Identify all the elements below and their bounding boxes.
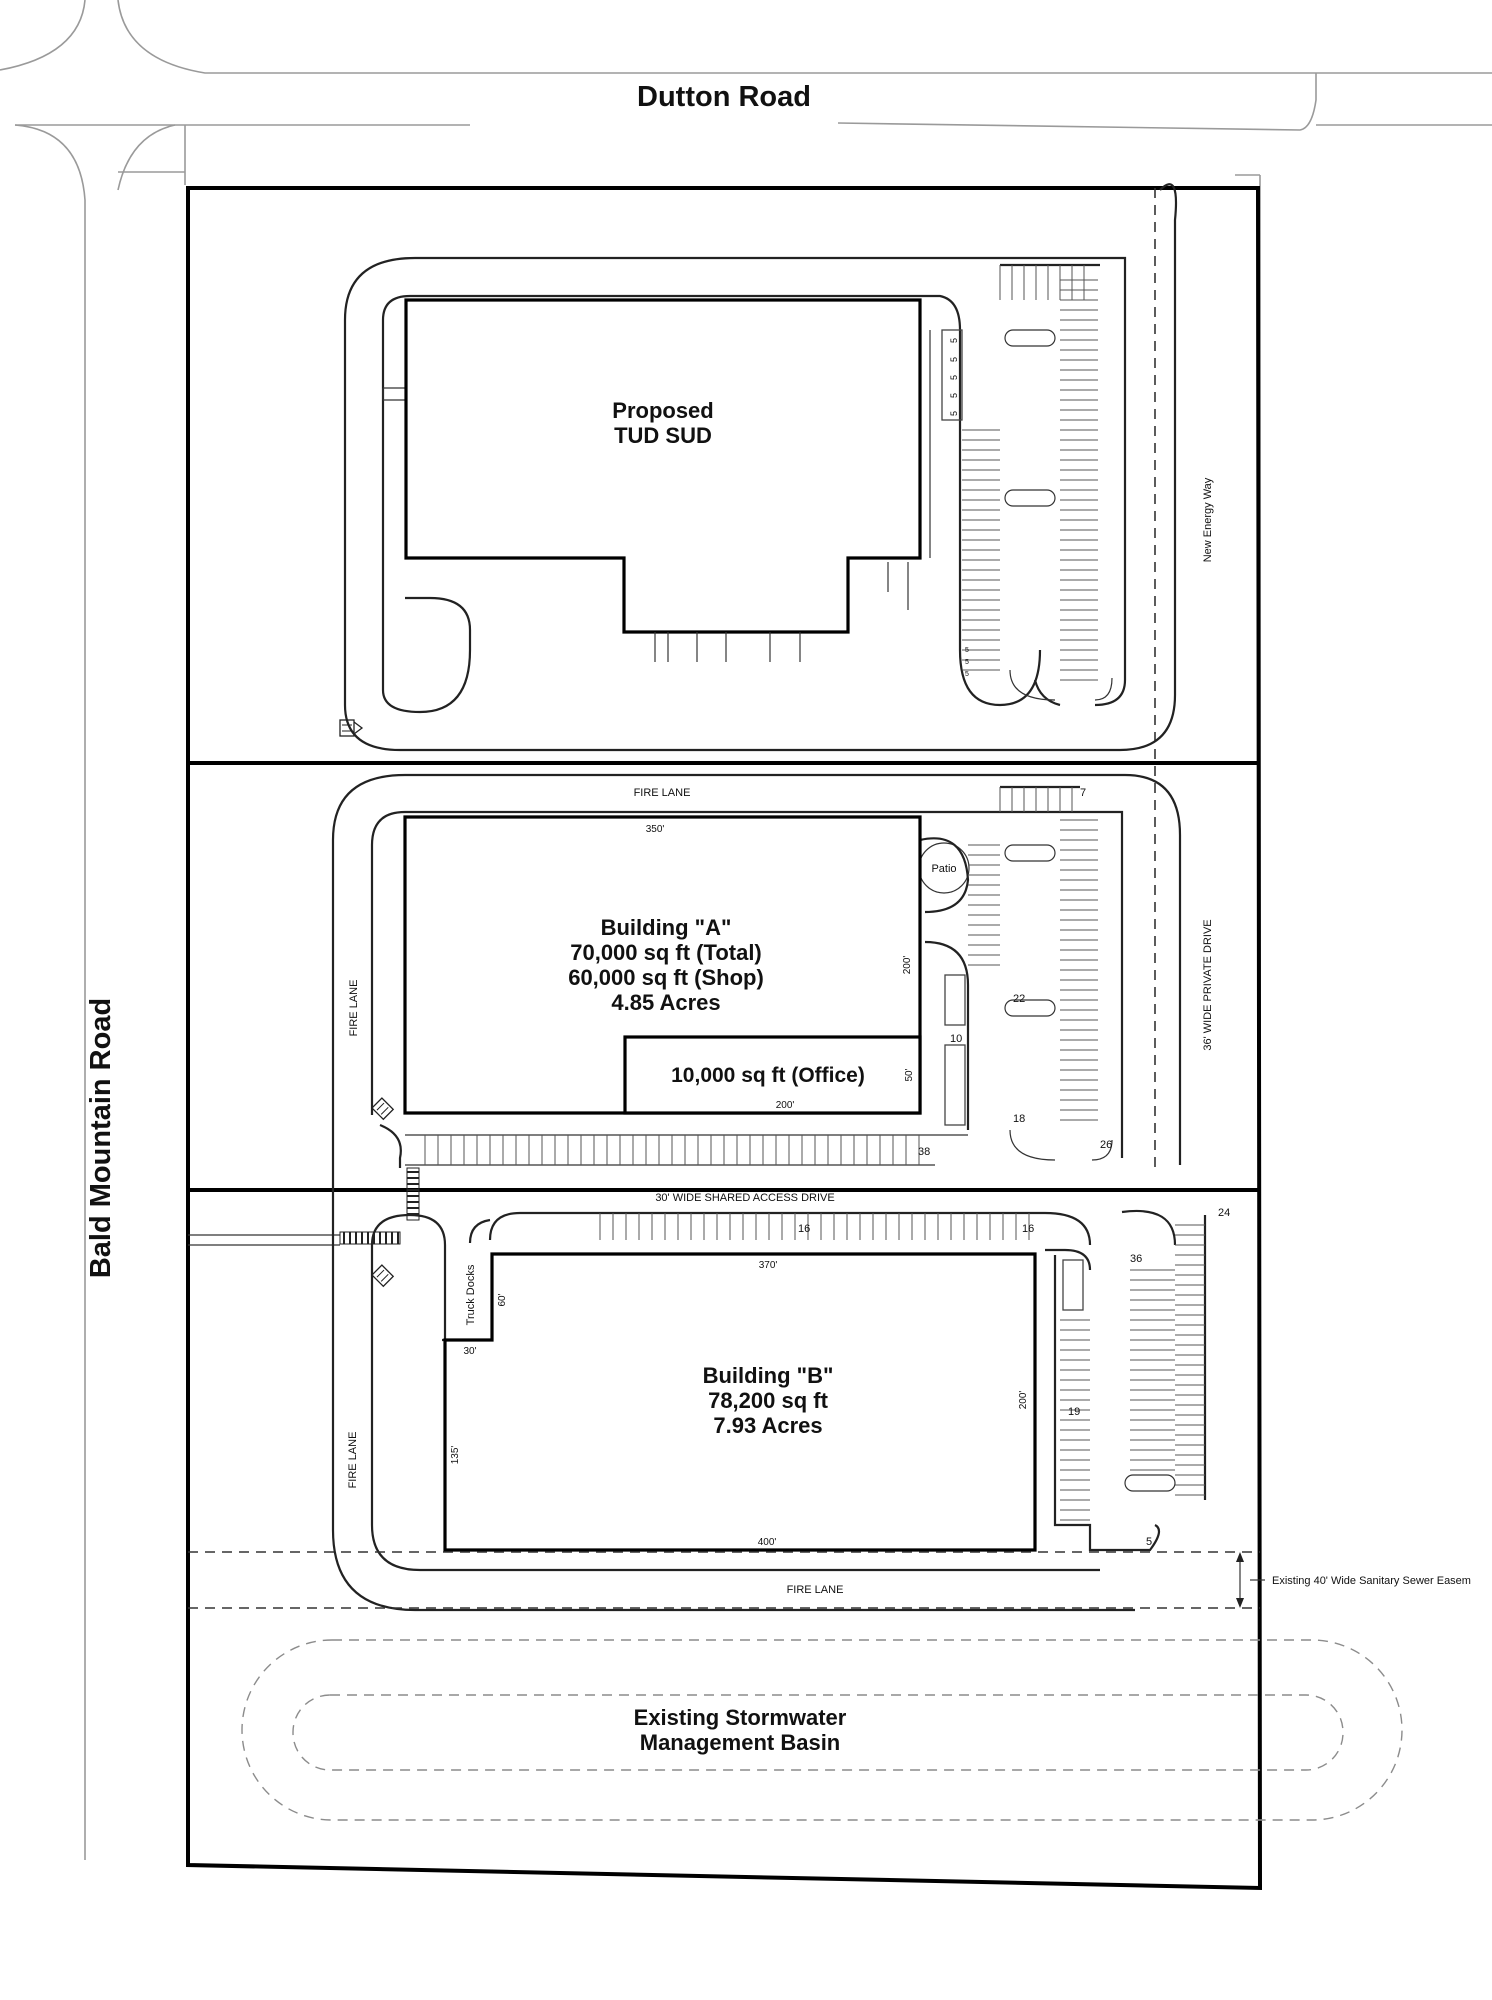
b-count-24: 24 (1218, 1207, 1231, 1219)
b-fire-lane-bottom: FIRE LANE (786, 1584, 844, 1596)
svg-text:5: 5 (965, 671, 969, 678)
tud-label-1: Proposed (612, 398, 714, 423)
a-fire-lane-left: FIRE LANE (348, 979, 360, 1037)
b-accessible-stalls (1063, 1260, 1083, 1310)
b-area: 78,200 sq ft (708, 1388, 828, 1413)
sewer-easement (188, 1552, 1471, 1608)
b-dim-left: 135' (450, 1445, 461, 1465)
building-b-top-stalls (600, 1213, 1029, 1240)
a-count-10: 10 (950, 1033, 963, 1045)
svg-text:5: 5 (949, 337, 959, 343)
a-acres: 4.85 Acres (611, 990, 721, 1015)
dumpster-icon (372, 1265, 393, 1286)
tud-parking-stalls (962, 265, 1098, 680)
road-label-new-energy-way: New Energy Way (1202, 477, 1214, 563)
b-count-36: 36 (1130, 1253, 1143, 1265)
building-tud (406, 300, 920, 632)
a-island-1 (1005, 845, 1055, 861)
b-dim-dock-h: 60' (497, 1293, 508, 1307)
tud-island-1 (1005, 330, 1055, 346)
lot-tud (340, 184, 1176, 750)
stormwater-basin (242, 1640, 1402, 1820)
b-acres: 7.93 Acres (713, 1413, 823, 1438)
dumpster-icon (372, 1098, 393, 1119)
svg-text:5: 5 (949, 374, 959, 380)
b-dim-top: 370' (758, 1260, 778, 1271)
b-dim-dock-w: 30' (463, 1346, 477, 1357)
a-count-22: 22 (1013, 993, 1026, 1005)
shared-drive-label: 30' WIDE SHARED ACCESS DRIVE (655, 1192, 835, 1204)
svg-text:5: 5 (949, 356, 959, 362)
building-a-east-stalls (968, 787, 1098, 1120)
a-count-7: 7 (1080, 787, 1087, 799)
svg-text:5: 5 (949, 410, 959, 416)
crosswalk (340, 1168, 419, 1244)
a-count-38: 38 (918, 1146, 931, 1158)
b-title: Building "B" (702, 1363, 834, 1388)
lot-building-b (333, 1168, 1230, 1610)
a-count-26: 26 (1100, 1139, 1113, 1151)
a-office-label: 10,000 sq ft (Office) (671, 1064, 865, 1087)
patio-label: Patio (931, 863, 957, 875)
a-dim-top: 350' (645, 824, 665, 835)
a-dim-right: 200' (902, 955, 913, 975)
svg-text:5: 5 (965, 647, 969, 654)
a-title: Building "A" (600, 915, 732, 940)
svg-text:5: 5 (949, 392, 959, 398)
b-count-19: 19 (1068, 1406, 1081, 1418)
b-fire-lane-left: FIRE LANE (347, 1431, 359, 1489)
b-count-5: 5 (1146, 1536, 1153, 1548)
b-count-16a: 16 (798, 1223, 811, 1235)
road-label-private-drive: 36' WIDE PRIVATE DRIVE (1202, 919, 1214, 1051)
a-dim-office-h: 50' (904, 1068, 915, 1082)
b-dim-bottom: 400' (757, 1537, 777, 1548)
a-shop: 60,000 sq ft (Shop) (568, 965, 764, 990)
a-dim-office-w: 200' (775, 1100, 795, 1111)
a-count-18: 18 (1013, 1113, 1026, 1125)
tud-accessible-stalls (942, 330, 969, 678)
a-fire-lane-top: FIRE LANE (633, 787, 691, 799)
a-total: 70,000 sq ft (Total) (570, 940, 762, 965)
basin-label-1: Existing Stormwater (633, 1705, 847, 1730)
lot-building-a (333, 775, 1180, 1185)
building-a-bottom-stalls (425, 1135, 919, 1165)
easement-label: Existing 40' Wide Sanitary Sewer Easem (1272, 1575, 1471, 1587)
b-island (1125, 1475, 1175, 1491)
road-label-dutton: Dutton Road (637, 81, 811, 113)
basin-label-2: Management Basin (639, 1730, 841, 1755)
tud-island-2 (1005, 490, 1055, 506)
b-dim-right: 200' (1018, 1390, 1029, 1410)
svg-text:5: 5 (965, 659, 969, 666)
tud-label-2: TUD SUD (614, 423, 712, 448)
building-b-east-stalls (1060, 1225, 1205, 1520)
b-count-16b: 16 (1022, 1223, 1035, 1235)
b-truck-docks: Truck Docks (465, 1264, 477, 1326)
road-label-bald-mountain: Bald Mountain Road (85, 997, 117, 1279)
